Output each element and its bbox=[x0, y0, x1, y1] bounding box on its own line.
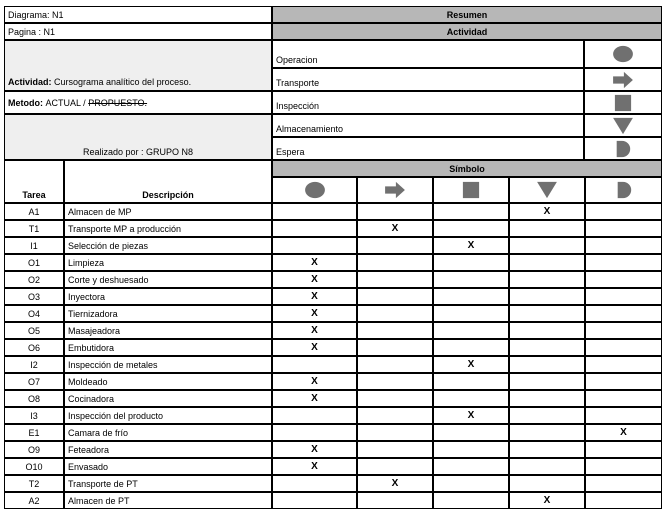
actividad-header bbox=[272, 23, 662, 40]
square-icon bbox=[612, 94, 634, 112]
tarea-cell bbox=[4, 288, 64, 305]
symbol-cell bbox=[272, 271, 357, 288]
arrow-icon bbox=[612, 71, 634, 89]
descripcion-text: Inyectora bbox=[68, 291, 106, 302]
resumen-header bbox=[272, 6, 662, 23]
symbol-cell bbox=[357, 220, 433, 237]
symbol-cell bbox=[433, 305, 509, 322]
descripcion-text: Corte y deshuesado bbox=[68, 274, 149, 285]
symbol-cell bbox=[433, 339, 509, 356]
symbol-cell bbox=[357, 339, 433, 356]
symbol-cell bbox=[433, 322, 509, 339]
symbol-column-5 bbox=[585, 177, 662, 203]
descripcion-text: Inspección del producto bbox=[68, 410, 164, 421]
symbol-cell bbox=[509, 441, 585, 458]
symbol-column-3 bbox=[433, 177, 509, 203]
symbol-cell bbox=[357, 373, 433, 390]
process-chart-sheet bbox=[4, 6, 662, 508]
tarea-code: I1 bbox=[30, 240, 38, 251]
symbol-cell bbox=[272, 322, 357, 339]
descripcion-cell bbox=[64, 390, 272, 407]
descripcion-text: Cocinadora bbox=[68, 393, 115, 404]
symbol-cell bbox=[509, 407, 585, 424]
symbol-cell bbox=[509, 458, 585, 475]
activity-symbol-1 bbox=[584, 40, 662, 68]
tarea-cell bbox=[4, 441, 64, 458]
descripcion-cell bbox=[64, 339, 272, 356]
symbol-cell bbox=[272, 424, 357, 441]
method-info bbox=[4, 91, 272, 114]
diagram-number-text: Diagrama: N1 bbox=[8, 9, 64, 20]
activity-symbol-5 bbox=[584, 137, 662, 160]
descripcion-cell bbox=[64, 458, 272, 475]
descripcion-text: Almacen de PT bbox=[68, 495, 130, 506]
activity-row-4 bbox=[272, 114, 584, 137]
tarea-cell bbox=[4, 271, 64, 288]
actividad-title: Actividad bbox=[446, 26, 488, 37]
mark-x: X bbox=[311, 444, 318, 455]
symbol-cell bbox=[272, 305, 357, 322]
symbol-cell bbox=[585, 339, 662, 356]
triangle-icon bbox=[536, 181, 558, 199]
symbol-cell bbox=[433, 356, 509, 373]
page-number-text: Pagina : N1 bbox=[8, 26, 56, 37]
symbol-cell bbox=[433, 271, 509, 288]
descripcion-text: Transporte MP a producción bbox=[68, 223, 182, 234]
symbol-cell bbox=[509, 203, 585, 220]
symbol-cell bbox=[357, 254, 433, 271]
symbol-cell bbox=[433, 458, 509, 475]
symbol-cell bbox=[509, 322, 585, 339]
tarea-cell bbox=[4, 407, 64, 424]
resumen-title: Resumen bbox=[446, 9, 488, 20]
tarea-cell bbox=[4, 424, 64, 441]
descripcion-cell bbox=[64, 475, 272, 492]
symbol-cell bbox=[272, 441, 357, 458]
symbol-cell bbox=[585, 237, 662, 254]
tarea-code: A1 bbox=[28, 206, 40, 217]
symbol-cell bbox=[357, 203, 433, 220]
symbol-cell bbox=[509, 339, 585, 356]
diagram-number bbox=[4, 6, 272, 23]
symbol-cell bbox=[585, 322, 662, 339]
symbol-cell bbox=[585, 288, 662, 305]
symbol-cell bbox=[509, 373, 585, 390]
simbolo-header-text: Símbolo bbox=[449, 163, 485, 174]
symbol-cell bbox=[357, 322, 433, 339]
symbol-cell bbox=[357, 356, 433, 373]
descripcion-text: Almacen de MP bbox=[68, 206, 132, 217]
descripcion-text: Feteadora bbox=[68, 444, 110, 455]
circle-icon bbox=[304, 181, 326, 199]
symbol-column-1 bbox=[272, 177, 357, 203]
tarea-cell bbox=[4, 492, 64, 509]
symbol-cell bbox=[433, 475, 509, 492]
circle-icon bbox=[612, 45, 634, 63]
symbol-cell bbox=[585, 492, 662, 509]
symbol-cell bbox=[433, 424, 509, 441]
tarea-code: O8 bbox=[27, 393, 40, 404]
activity-row-2 bbox=[272, 68, 584, 91]
symbol-cell bbox=[433, 203, 509, 220]
symbol-cell bbox=[585, 254, 662, 271]
tarea-header bbox=[4, 160, 64, 203]
symbol-cell bbox=[433, 492, 509, 509]
mark-x: X bbox=[311, 291, 318, 302]
activity-symbol-2 bbox=[584, 68, 662, 91]
symbol-cell bbox=[433, 390, 509, 407]
mark-x: X bbox=[620, 427, 627, 438]
tarea-code: I2 bbox=[30, 359, 38, 370]
symbol-cell bbox=[509, 220, 585, 237]
symbol-cell bbox=[357, 424, 433, 441]
symbol-cell bbox=[272, 492, 357, 509]
tarea-code: O5 bbox=[27, 325, 40, 336]
symbol-cell bbox=[433, 441, 509, 458]
activity-row-5 bbox=[272, 137, 584, 160]
symbol-cell bbox=[272, 339, 357, 356]
symbol-cell bbox=[585, 424, 662, 441]
activity-value: Cursograma analítico del proceso. bbox=[51, 77, 192, 87]
descripcion-text: Masajeadora bbox=[68, 325, 121, 336]
mark-x: X bbox=[311, 308, 318, 319]
symbol-cell bbox=[357, 475, 433, 492]
descripcion-cell bbox=[64, 288, 272, 305]
author-info bbox=[4, 114, 272, 160]
mark-x: X bbox=[311, 257, 318, 268]
symbol-cell bbox=[585, 475, 662, 492]
activity-name: Espera bbox=[276, 147, 305, 157]
descripcion-cell bbox=[64, 203, 272, 220]
symbol-cell bbox=[509, 237, 585, 254]
mark-x: X bbox=[543, 206, 551, 217]
symbol-cell bbox=[357, 390, 433, 407]
tarea-code: T1 bbox=[28, 223, 40, 234]
symbol-cell bbox=[272, 356, 357, 373]
d-shape-icon bbox=[613, 181, 635, 199]
symbol-cell bbox=[509, 390, 585, 407]
tarea-cell bbox=[4, 305, 64, 322]
symbol-column-2 bbox=[357, 177, 433, 203]
symbol-cell bbox=[433, 237, 509, 254]
descripcion-cell bbox=[64, 373, 272, 390]
activity-label: Actividad: bbox=[8, 77, 52, 87]
simbolo-header bbox=[272, 160, 662, 177]
tarea-cell bbox=[4, 203, 64, 220]
tarea-header-text: Tarea bbox=[22, 190, 46, 200]
descripcion-cell bbox=[64, 322, 272, 339]
mark-x: X bbox=[311, 376, 318, 387]
activity-info bbox=[4, 40, 272, 91]
descripcion-text: Transporte de PT bbox=[68, 478, 138, 489]
mark-x: X bbox=[391, 223, 399, 234]
symbol-cell bbox=[585, 305, 662, 322]
descripcion-text: Tiernizadora bbox=[68, 308, 118, 319]
symbol-cell bbox=[509, 492, 585, 509]
descripcion-cell bbox=[64, 254, 272, 271]
descripcion-cell bbox=[64, 271, 272, 288]
d-shape-icon bbox=[612, 140, 634, 158]
symbol-cell bbox=[585, 407, 662, 424]
symbol-cell bbox=[272, 407, 357, 424]
mark-x: X bbox=[543, 495, 551, 506]
symbol-cell bbox=[585, 356, 662, 373]
tarea-cell bbox=[4, 254, 64, 271]
tarea-code: O1 bbox=[27, 257, 40, 268]
symbol-cell bbox=[272, 288, 357, 305]
descripcion-header-text: Descripción bbox=[142, 190, 194, 200]
mark-x: X bbox=[311, 342, 318, 353]
descripcion-text: Envasado bbox=[68, 461, 109, 472]
symbol-cell bbox=[509, 254, 585, 271]
descripcion-header bbox=[64, 160, 272, 203]
descripcion-cell bbox=[64, 356, 272, 373]
symbol-cell bbox=[272, 220, 357, 237]
mark-x: X bbox=[311, 461, 318, 472]
activity-symbol-3 bbox=[584, 91, 662, 114]
tarea-code: T2 bbox=[28, 478, 40, 489]
mark-x: X bbox=[467, 240, 475, 251]
symbol-cell bbox=[509, 288, 585, 305]
tarea-code: O9 bbox=[27, 444, 40, 455]
mark-x: X bbox=[467, 410, 475, 421]
mark-x: X bbox=[391, 478, 399, 489]
symbol-cell bbox=[272, 390, 357, 407]
symbol-cell bbox=[272, 254, 357, 271]
symbol-cell bbox=[433, 220, 509, 237]
symbol-cell bbox=[357, 407, 433, 424]
method-end: . bbox=[144, 97, 148, 108]
square-icon bbox=[460, 181, 482, 199]
tarea-cell bbox=[4, 220, 64, 237]
symbol-cell bbox=[585, 441, 662, 458]
arrow-icon bbox=[384, 181, 406, 199]
symbol-cell bbox=[585, 203, 662, 220]
mark-x: X bbox=[467, 359, 475, 370]
method-actual: ACTUAL / bbox=[43, 97, 89, 108]
descripcion-cell bbox=[64, 441, 272, 458]
symbol-cell bbox=[357, 458, 433, 475]
tarea-cell bbox=[4, 373, 64, 390]
tarea-code: O4 bbox=[27, 308, 40, 319]
activity-name: Transporte bbox=[276, 78, 320, 88]
symbol-cell bbox=[433, 407, 509, 424]
symbol-cell bbox=[509, 271, 585, 288]
activity-name: Almacenamiento bbox=[276, 124, 344, 134]
descripcion-text: Inspección de metales bbox=[68, 359, 158, 370]
symbol-cell bbox=[585, 271, 662, 288]
symbol-cell bbox=[357, 288, 433, 305]
symbol-cell bbox=[357, 441, 433, 458]
descripcion-cell bbox=[64, 424, 272, 441]
descripcion-cell bbox=[64, 237, 272, 254]
tarea-code: I3 bbox=[30, 410, 38, 421]
descripcion-cell bbox=[64, 492, 272, 509]
tarea-code: O2 bbox=[27, 274, 40, 285]
tarea-cell bbox=[4, 322, 64, 339]
descripcion-cell bbox=[64, 305, 272, 322]
symbol-cell bbox=[585, 373, 662, 390]
symbol-cell bbox=[585, 390, 662, 407]
symbol-cell bbox=[433, 254, 509, 271]
tarea-cell bbox=[4, 339, 64, 356]
activity-name: Operacion bbox=[276, 55, 318, 65]
tarea-code: O6 bbox=[27, 342, 40, 353]
mark-x: X bbox=[311, 393, 318, 404]
tarea-cell bbox=[4, 390, 64, 407]
symbol-cell bbox=[357, 271, 433, 288]
mark-x: X bbox=[311, 325, 318, 336]
symbol-cell bbox=[272, 203, 357, 220]
symbol-cell bbox=[272, 237, 357, 254]
tarea-code: A2 bbox=[28, 495, 40, 506]
symbol-cell bbox=[433, 373, 509, 390]
symbol-cell bbox=[433, 288, 509, 305]
symbol-cell bbox=[357, 492, 433, 509]
activity-symbol-4 bbox=[584, 114, 662, 137]
symbol-cell bbox=[509, 305, 585, 322]
symbol-cell bbox=[357, 305, 433, 322]
symbol-cell bbox=[272, 475, 357, 492]
descripcion-text: Moldeado bbox=[68, 376, 108, 387]
symbol-cell bbox=[509, 424, 585, 441]
symbol-cell bbox=[585, 220, 662, 237]
symbol-cell bbox=[272, 458, 357, 475]
triangle-icon bbox=[612, 117, 634, 135]
tarea-code: O7 bbox=[27, 376, 40, 387]
tarea-code: O3 bbox=[27, 291, 40, 302]
activity-name: Inspección bbox=[276, 101, 320, 111]
author-text: Realizado por : GRUPO N8 bbox=[82, 147, 194, 157]
symbol-cell bbox=[509, 475, 585, 492]
tarea-cell bbox=[4, 237, 64, 254]
descripcion-cell bbox=[64, 407, 272, 424]
symbol-column-4 bbox=[509, 177, 585, 203]
symbol-cell bbox=[272, 373, 357, 390]
page-number bbox=[4, 23, 272, 40]
tarea-cell bbox=[4, 356, 64, 373]
activity-row-3 bbox=[272, 91, 584, 114]
tarea-cell bbox=[4, 475, 64, 492]
method-label: Metodo: bbox=[8, 97, 43, 108]
symbol-cell bbox=[509, 356, 585, 373]
descripcion-text: Embutidora bbox=[68, 342, 115, 353]
descripcion-text: Camara de frío bbox=[68, 427, 129, 438]
mark-x: X bbox=[311, 274, 318, 285]
symbol-cell bbox=[357, 237, 433, 254]
method-proposed: PROPUESTO bbox=[88, 97, 145, 108]
tarea-code: E1 bbox=[28, 427, 40, 438]
descripcion-text: Limpieza bbox=[68, 257, 105, 268]
descripcion-text: Selección de piezas bbox=[68, 240, 149, 251]
descripcion-cell bbox=[64, 220, 272, 237]
tarea-cell bbox=[4, 458, 64, 475]
tarea-code: O10 bbox=[25, 461, 43, 472]
symbol-cell bbox=[585, 458, 662, 475]
activity-row-1 bbox=[272, 40, 584, 68]
